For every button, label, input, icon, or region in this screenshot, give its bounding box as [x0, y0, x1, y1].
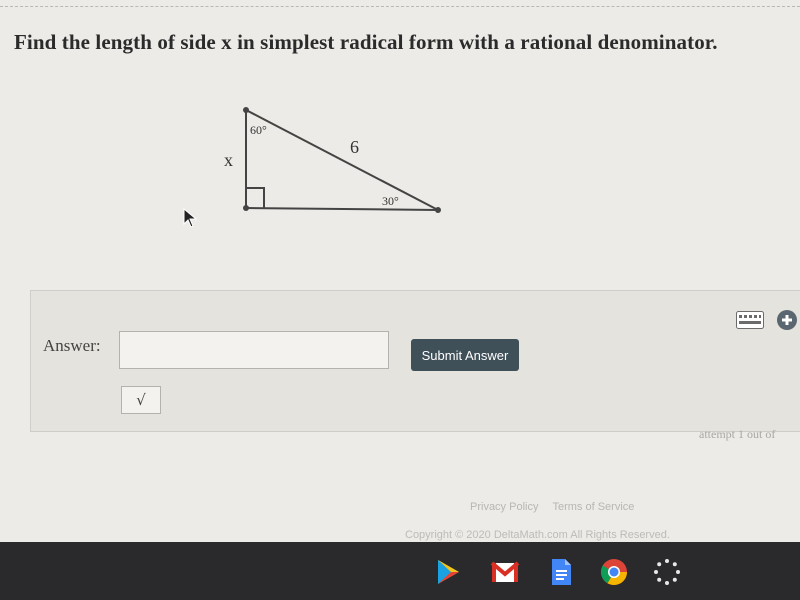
attempt-counter: attempt 1 out of	[699, 427, 776, 441]
bottom-angle-label: 30°	[382, 194, 399, 208]
terms-of-service-link[interactable]: Terms of Service	[552, 501, 635, 513]
answer-label: Answer:	[43, 336, 101, 355]
plus-icon[interactable]	[776, 309, 798, 331]
right-angle-marker	[246, 188, 264, 208]
submit-answer-button[interactable]: Submit Answer	[411, 339, 519, 371]
hypotenuse-line	[246, 110, 438, 210]
top-vertex	[243, 107, 249, 113]
side-x-label: x	[224, 150, 233, 170]
sqrt-button[interactable]: √	[121, 386, 161, 414]
top-divider	[0, 6, 800, 7]
mouse-cursor-icon	[183, 208, 197, 228]
keyboard-icon[interactable]	[736, 311, 764, 329]
hypotenuse-label: 6	[350, 137, 359, 157]
base-side-line	[246, 208, 438, 210]
top-angle-label: 60°	[250, 123, 267, 137]
question-text: Find the length of side x in simplest radical form with a rational denominator.	[14, 30, 718, 54]
bottom-vertex	[435, 207, 441, 213]
footer-links	[470, 501, 648, 513]
os-shelf	[0, 542, 800, 600]
answer-panel	[30, 290, 800, 441]
launcher-dots-icon[interactable]	[652, 557, 682, 587]
docs-icon[interactable]	[546, 557, 576, 587]
right-vertex	[243, 205, 249, 211]
gmail-icon[interactable]	[490, 557, 520, 587]
chrome-icon[interactable]	[599, 557, 629, 587]
copyright-text: Copyright © 2020 DeltaMath.com All Rights Reserved.	[405, 529, 670, 541]
privacy-policy-link[interactable]: Privacy Policy	[470, 501, 539, 513]
triangle-figure	[200, 90, 460, 230]
play-store-icon[interactable]	[433, 557, 463, 587]
answer-input[interactable]	[119, 331, 389, 369]
